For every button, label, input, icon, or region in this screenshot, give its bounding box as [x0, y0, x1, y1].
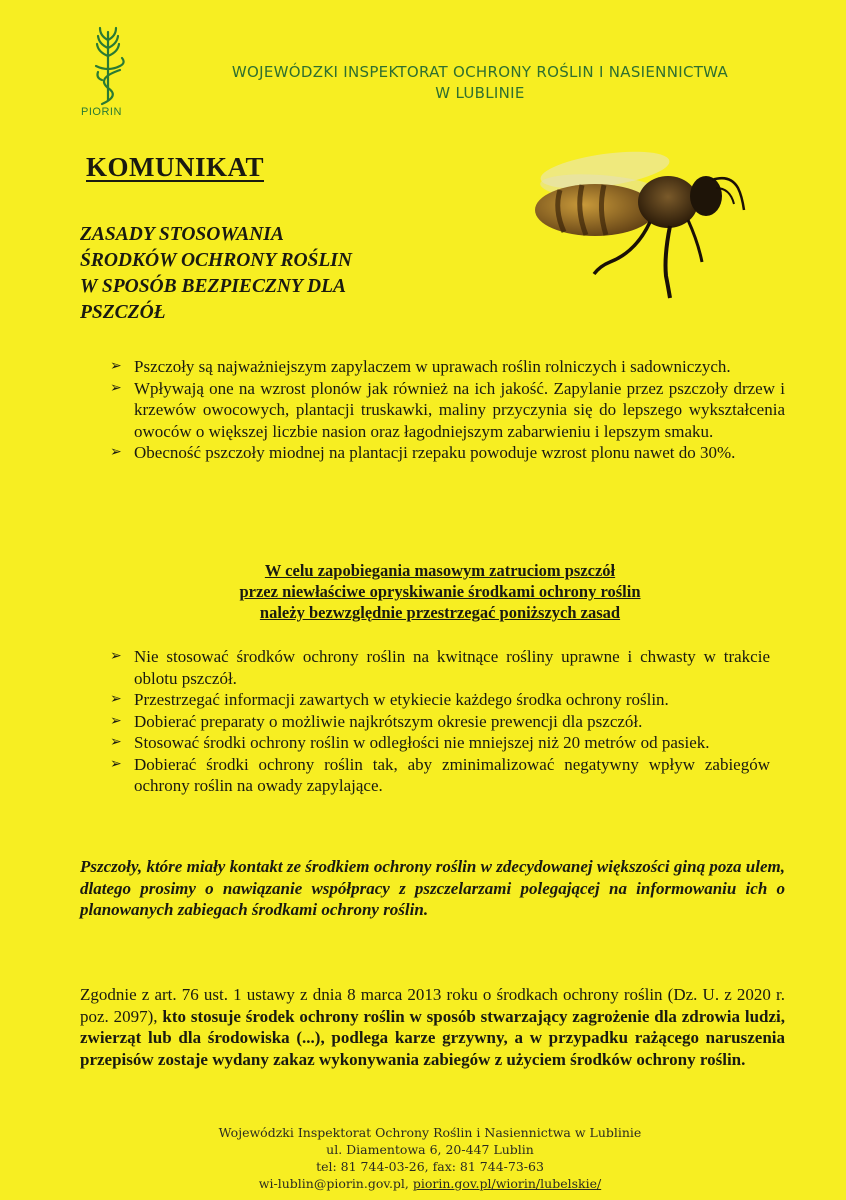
page-title: KOMUNIKAT — [86, 152, 264, 182]
law-bold-text: kto stosuje środek ochrony roślin w sposób stwarzający zagrożenie dla zdrowia ludzi, zwierząt lub dla środowiska (...), podlega karze grzywny, a w przypadku rażącego naruszenia przepisów zostaje wydany zakaz wykonywania zabiegów z użyciem środków ochrony roślin. — [80, 1006, 785, 1069]
header-line-2: W LUBLINIE — [435, 84, 525, 102]
law-paragraph — [80, 984, 785, 1070]
cooperation-note: Pszczoły, które miały kontakt ze środkiem ochrony roślin w zdecydowanej większości giną poza ulem, dlatego prosimy o nawiązanie współpracy z pszczelarzami polegającej na informowaniu ich o planowanych zabiegach środkami ochrony roślin. — [80, 857, 785, 919]
header-line-1: WOJEWÓDZKI INSPEKTORAT OCHRONY ROŚLIN I NASIENNICTWA — [231, 63, 729, 81]
warning-line-1: W celu zapobiegania masowym zatruciom pszczół — [264, 561, 616, 580]
list-item: ➢ Obecność pszczoły miodnej na plantacji rzepaku powoduje wzrost plonu nawet do 30%. — [110, 443, 736, 462]
logo-text: PIORIN — [81, 106, 122, 118]
bullet-arrow-icon: ➢ — [110, 445, 122, 460]
institution-header — [160, 62, 800, 104]
intro-bullet-list — [110, 356, 785, 464]
bullet-arrow-icon: ➢ — [110, 649, 122, 664]
footer-line-4: wi-lublin@piorin.gov.pl, piorin.gov.pl/wiorin/lubelskie/ — [258, 1176, 602, 1191]
list-item: ➢ Stosować środki ochrony roślin w odległości nie mniejszej niż 20 metrów od pasiek. — [110, 733, 710, 752]
website-link[interactable]: piorin.gov.pl/wiorin/lubelskie/ — [412, 1176, 602, 1191]
rules-bullet-list — [110, 646, 770, 797]
footer-line-2: ul. Diamentowa 6, 20-447 Lublin — [326, 1142, 534, 1157]
footer-line-3: tel: 81 744-03-26, fax: 81 744-73-63 — [316, 1159, 544, 1174]
subtitle-line-2: ŚRODKÓW OCHRONY ROŚLIN — [80, 250, 352, 271]
warning-heading — [110, 560, 770, 623]
page-subtitle — [80, 222, 440, 326]
list-item: ➢ Dobierać preparaty o możliwie najkrótszym okresie prewencji dla pszczół. — [110, 711, 643, 731]
list-item: ➢ Nie stosować środków ochrony roślin na kwitnące rośliny uprawne i chwasty w trakcie oblotu pszczół. — [110, 647, 770, 688]
law-text: Zgodnie z art. 76 ust. 1 ustawy z dnia 8 marca 2013 roku o środkach ochrony roślin (Dz. U. z 2020 r. poz. 2097), — [80, 985, 785, 1026]
list-item: ➢ Pszczoły są najważniejszym zapylaczem w uprawach roślin rolniczych i sadowniczych. — [110, 357, 731, 376]
footer-contact — [160, 1124, 700, 1192]
email-link[interactable]: wi-lublin@piorin.gov.pl — [258, 1176, 405, 1191]
subtitle-line-4: PSZCZÓŁ — [80, 302, 166, 323]
footer-line-1: Wojewódzki Inspektorat Ochrony Roślin i Nasiennictwa w Lublinie — [218, 1125, 642, 1140]
subtitle-line-1: ZASADY STOSOWANIA — [80, 224, 284, 245]
bullet-arrow-icon: ➢ — [110, 359, 122, 374]
list-item: ➢ Przestrzegać informacji zawartych w etykiecie każdego środka ochrony roślin. — [110, 690, 669, 709]
bullet-arrow-icon: ➢ — [110, 713, 122, 729]
list-item: ➢ Wpływają one na wzrost plonów jak również na ich jakość. Zapylanie przez pszczoły drzew i krzewów owocowych, plantacji truskawki, maliny przyczynia się do lepszego wykształcenia owoców o większej liczbie nasion oraz łagodniejszym zabarwieniu i lepszym smaku. — [110, 378, 785, 441]
bee-image — [520, 148, 750, 308]
list-item: ➢ Dobierać środki ochrony roślin tak, aby zminimalizować negatywny wpływ zabiegów ochrony roślin na owady zapylające. — [110, 754, 770, 795]
subtitle-line-3: W SPOSÓB BEZPIECZNY DLA — [80, 276, 347, 297]
bullet-arrow-icon: ➢ — [110, 380, 122, 396]
warning-line-3: należy bezwzględnie przestrzegać poniższych zasad — [259, 603, 621, 622]
warning-line-2: przez niewłaściwe opryskiwanie środkami ochrony roślin — [239, 582, 641, 601]
bullet-arrow-icon: ➢ — [110, 692, 122, 707]
bullet-arrow-icon: ➢ — [110, 735, 122, 750]
bullet-arrow-icon: ➢ — [110, 756, 122, 772]
